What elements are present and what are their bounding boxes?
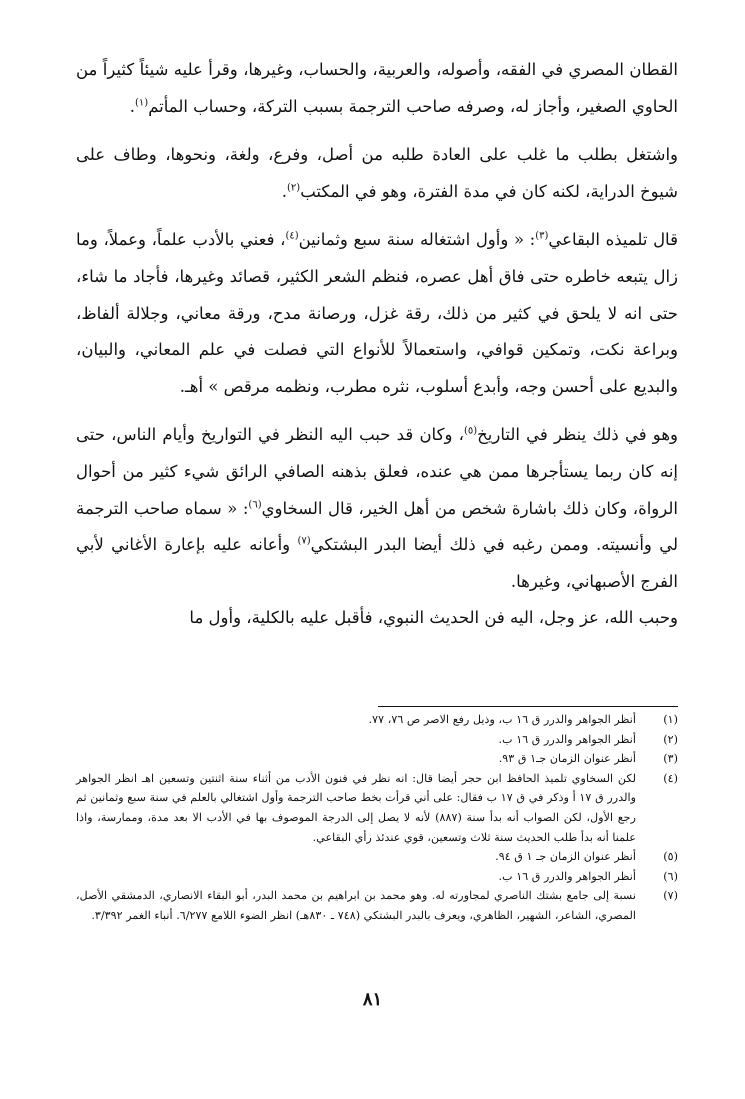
- footnote-item: [76, 867, 678, 887]
- footnote-item: [76, 710, 678, 730]
- paragraph-4-text-d: وأعانه عليه بإعارة الأغاني لأبي الفرج الأصبهاني، وغيرها.: [76, 535, 678, 591]
- paragraph-3-text-c: ، فعني بالأدب علماً، وعملاً، وما زال يتبعه خاطره حتى فاق أهل عصره، فنظم الشعر الكثير، قصائد وغيرها، فأجاد ما شاء، حتى انه لا يلحق في كثير من ذلك، رقة غزل، ورصانة مدح، ورقة معاني، وجلالة ألفاظ، وبراعة نكت، وتمكين قوافي، واستعمالاً للأنواع التي فصلت في علم المعاني، والبيان، والبديع على أحسن وجه، وأبدع أسلوب، نثره مطرب، ونظمه مرقص » أهـ.: [76, 230, 678, 396]
- footnote-ref-5[interactable]: (٥): [463, 425, 478, 437]
- footnote-number: (٧): [663, 889, 678, 903]
- footnote-number: (٦): [663, 869, 678, 883]
- paragraph-5-text: وحبب الله، عز وجل، اليه فن الحديث النبوي، فأقبل عليه بالكلية، وأول ما: [189, 608, 678, 628]
- footnote-item: [76, 886, 678, 925]
- footnote-number: (٣): [663, 752, 678, 766]
- footnote-ref-3[interactable]: (٣): [535, 230, 549, 242]
- footnote-item: [76, 749, 678, 769]
- page-number: ٨١: [362, 989, 383, 1010]
- footnotes: [76, 710, 678, 926]
- footnote-text: أنظر الجواهر والدرر ق ١٦ ب.: [498, 869, 636, 883]
- footnote-ref-7[interactable]: (٧): [297, 535, 311, 547]
- footnote-item: [76, 847, 678, 867]
- footnote-number: (٢): [663, 732, 678, 746]
- footnote-text: أنظر عنوان الزمان جـ١ ق ٩٣.: [498, 752, 636, 766]
- footnote-ref-2[interactable]: (٢): [287, 182, 301, 194]
- paragraph-3-text-b: : « وأول اشتغاله سنة سبع وثمانين: [298, 230, 536, 250]
- paragraph-1: [76, 52, 678, 125]
- footnote-ref-4[interactable]: (٤): [285, 230, 299, 242]
- footnote-text: أنظر الجواهر والدرر ق ١٦ ب.: [498, 732, 636, 746]
- footnote-number: (٥): [663, 850, 678, 864]
- footnote-number: (١): [663, 713, 678, 726]
- footnote-text: أنظر الجواهر والدرر ق ١٦ ب، وذيل رفع الاصر ص ٧٦، ٧٧.: [368, 713, 636, 726]
- footnote-text: أنظر عنوان الزمان جـ ١ ق ٩٤.: [495, 850, 636, 864]
- paragraph-4-text-a: وهو في ذلك ينظر في التاريخ: [477, 425, 678, 445]
- footnote-divider: [378, 706, 678, 707]
- paragraph-1-end: .: [129, 96, 135, 116]
- paragraph-4-text-b: ، وكان قد حبب اليه النظر في التواريخ وأيام الناس، حتى إنه كان ربما يستأجرها ممن هي عنده، فعلق بذهنه الصافي الرائق شيء كثير من أحوال الرواة، وكان ذلك باشارة شخص من أهل الخير، قال السخاوي: [76, 425, 678, 518]
- paragraph-2-end: .: [281, 181, 287, 201]
- paragraph-4-text-c: : « سماه صاحب الترجمة لي وأنسيته. وممن رغبه في ذلك أيضا البدر البشتكي: [76, 498, 678, 555]
- footnote-text: نسبة إلى جامع بشتك الناصري لمجاورته له. وهو محمد بن ابراهيم بن محمد البدر، أبو البقاء الانصاري، الدمشقي الأصل، المصري، الشاعر، الشهير، الظاهري، ويعرف بالبدر البشتكي (٧٤٨ ـ ٨٣٠هـ) انظر الضوء اللامع ٦/٢٧٧. أنباء الغمر ٣/٣٩٢.: [76, 889, 636, 922]
- paragraph-2-text: واشتغل بطلب ما غلب على العادة طلبه من أصل، وفرع، ولغة، ونحوها، وطاف على شيوخ الدراية، لكنه كان في مدة الفترة، وهو في المكتب: [76, 145, 678, 201]
- paragraph-3-text-a: قال تلميذه البقاعي: [548, 230, 678, 250]
- footnote-ref-1[interactable]: (١): [135, 97, 149, 109]
- footnote-text: لكن السخاوي تلميذ الحافظ ابن حجر أيضا قال: انه نظر في فنون الأدب من أثناء سنة اثنتين وتسعين اهـ انظر الجواهر والدرر ق ١٧ أ وذكر في ق ١٧ ب فقال: على أني قرأت بخط صاحب الترجمة وأول اشتغالي بالعلم في سنة سبع وثمانين ثم رجع الأول، لكن الصواب أنه بدأ سنة (٨٨٧) لأنه لا يصل إلى الدرجة الموصوف بها في الأدب الا بعد مدة، وممارسة، واذا علمنا أنه بدأ طلب الحديث سنة ثلاث وتسعين، قوي عندئذ رأي البقاعي.: [76, 771, 636, 844]
- paragraph-2: [76, 137, 678, 210]
- main-text: [76, 52, 678, 637]
- paragraph-4: [76, 417, 678, 600]
- footnote-item: [76, 730, 678, 750]
- footnote-ref-6[interactable]: (٦): [248, 499, 262, 511]
- paragraph-1-text: القطان المصري في الفقه، وأصوله، والعربية، والحساب، وغيرها، وقرأ عليه شيئاً كثيراً من الحاوي الصغير، وأجاز له، وصرفه صاحب الترجمة بسبب التركة، وحساب المأتم: [76, 60, 678, 116]
- footnote-item: [76, 769, 678, 847]
- footnote-number: (٤): [663, 771, 678, 785]
- paragraph-3: [76, 222, 678, 405]
- paragraph-5: [76, 600, 678, 637]
